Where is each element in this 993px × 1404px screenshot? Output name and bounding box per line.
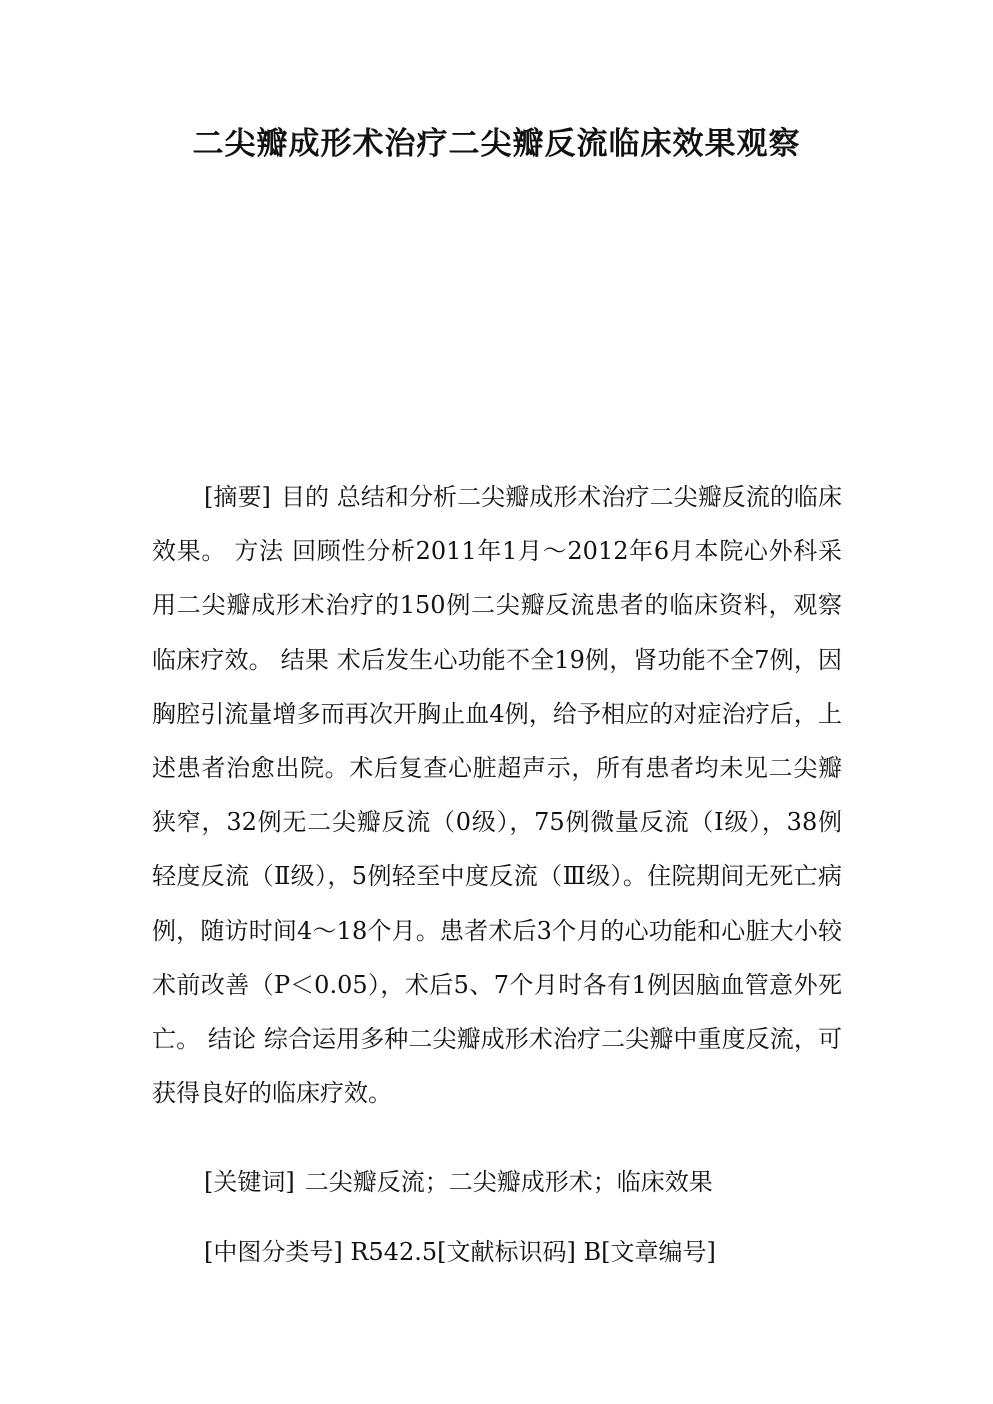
abstract-label: [摘要] bbox=[204, 483, 271, 511]
keywords-line bbox=[204, 1162, 904, 1202]
abstract-text: 目的 总结和分析二尖瓣成形术治疗二尖瓣反流的临床效果。 方法 回顾性分析2011年1月～2012年6月本院心外科采用二尖瓣成形术治疗的150例二尖瓣反流患者的临床资料，观察临床疗效。 结果 术后发生心功能不全19例，肾功能不全7例，因胸腔引流量增多而再次开胸止血4例，给予相应的对症治疗后，上述患者治愈出院。术后复查心脏超声示，所有患者均未见二尖瓣狭窄，32例无二尖瓣反流（0级），75例微量反流（Ⅰ级），38例轻度反流（Ⅱ级），5例轻至中度反流（Ⅲ级）。住院期间无死亡病例，随访时间4～18个月。患者术后3个月的心功能和心脏大小较术前改善（P＜0.05），术后5、7个月时各有1例因脑血管意外死亡。 结论 综合运用多种二尖瓣成形术治疗二尖瓣中重度反流，可获得良好的临床疗效。 bbox=[152, 483, 842, 1108]
classification-line: [中图分类号] R542.5[文献标识码] B[文章编号] bbox=[204, 1238, 716, 1266]
keywords-text: 二尖瓣反流；二尖瓣成形术；临床效果 bbox=[304, 1168, 713, 1196]
keywords-label: [关键词] bbox=[204, 1168, 295, 1196]
document-title: 二尖瓣成形术治疗二尖瓣反流临床效果观察 bbox=[192, 126, 801, 162]
abstract-paragraph bbox=[152, 470, 842, 1120]
